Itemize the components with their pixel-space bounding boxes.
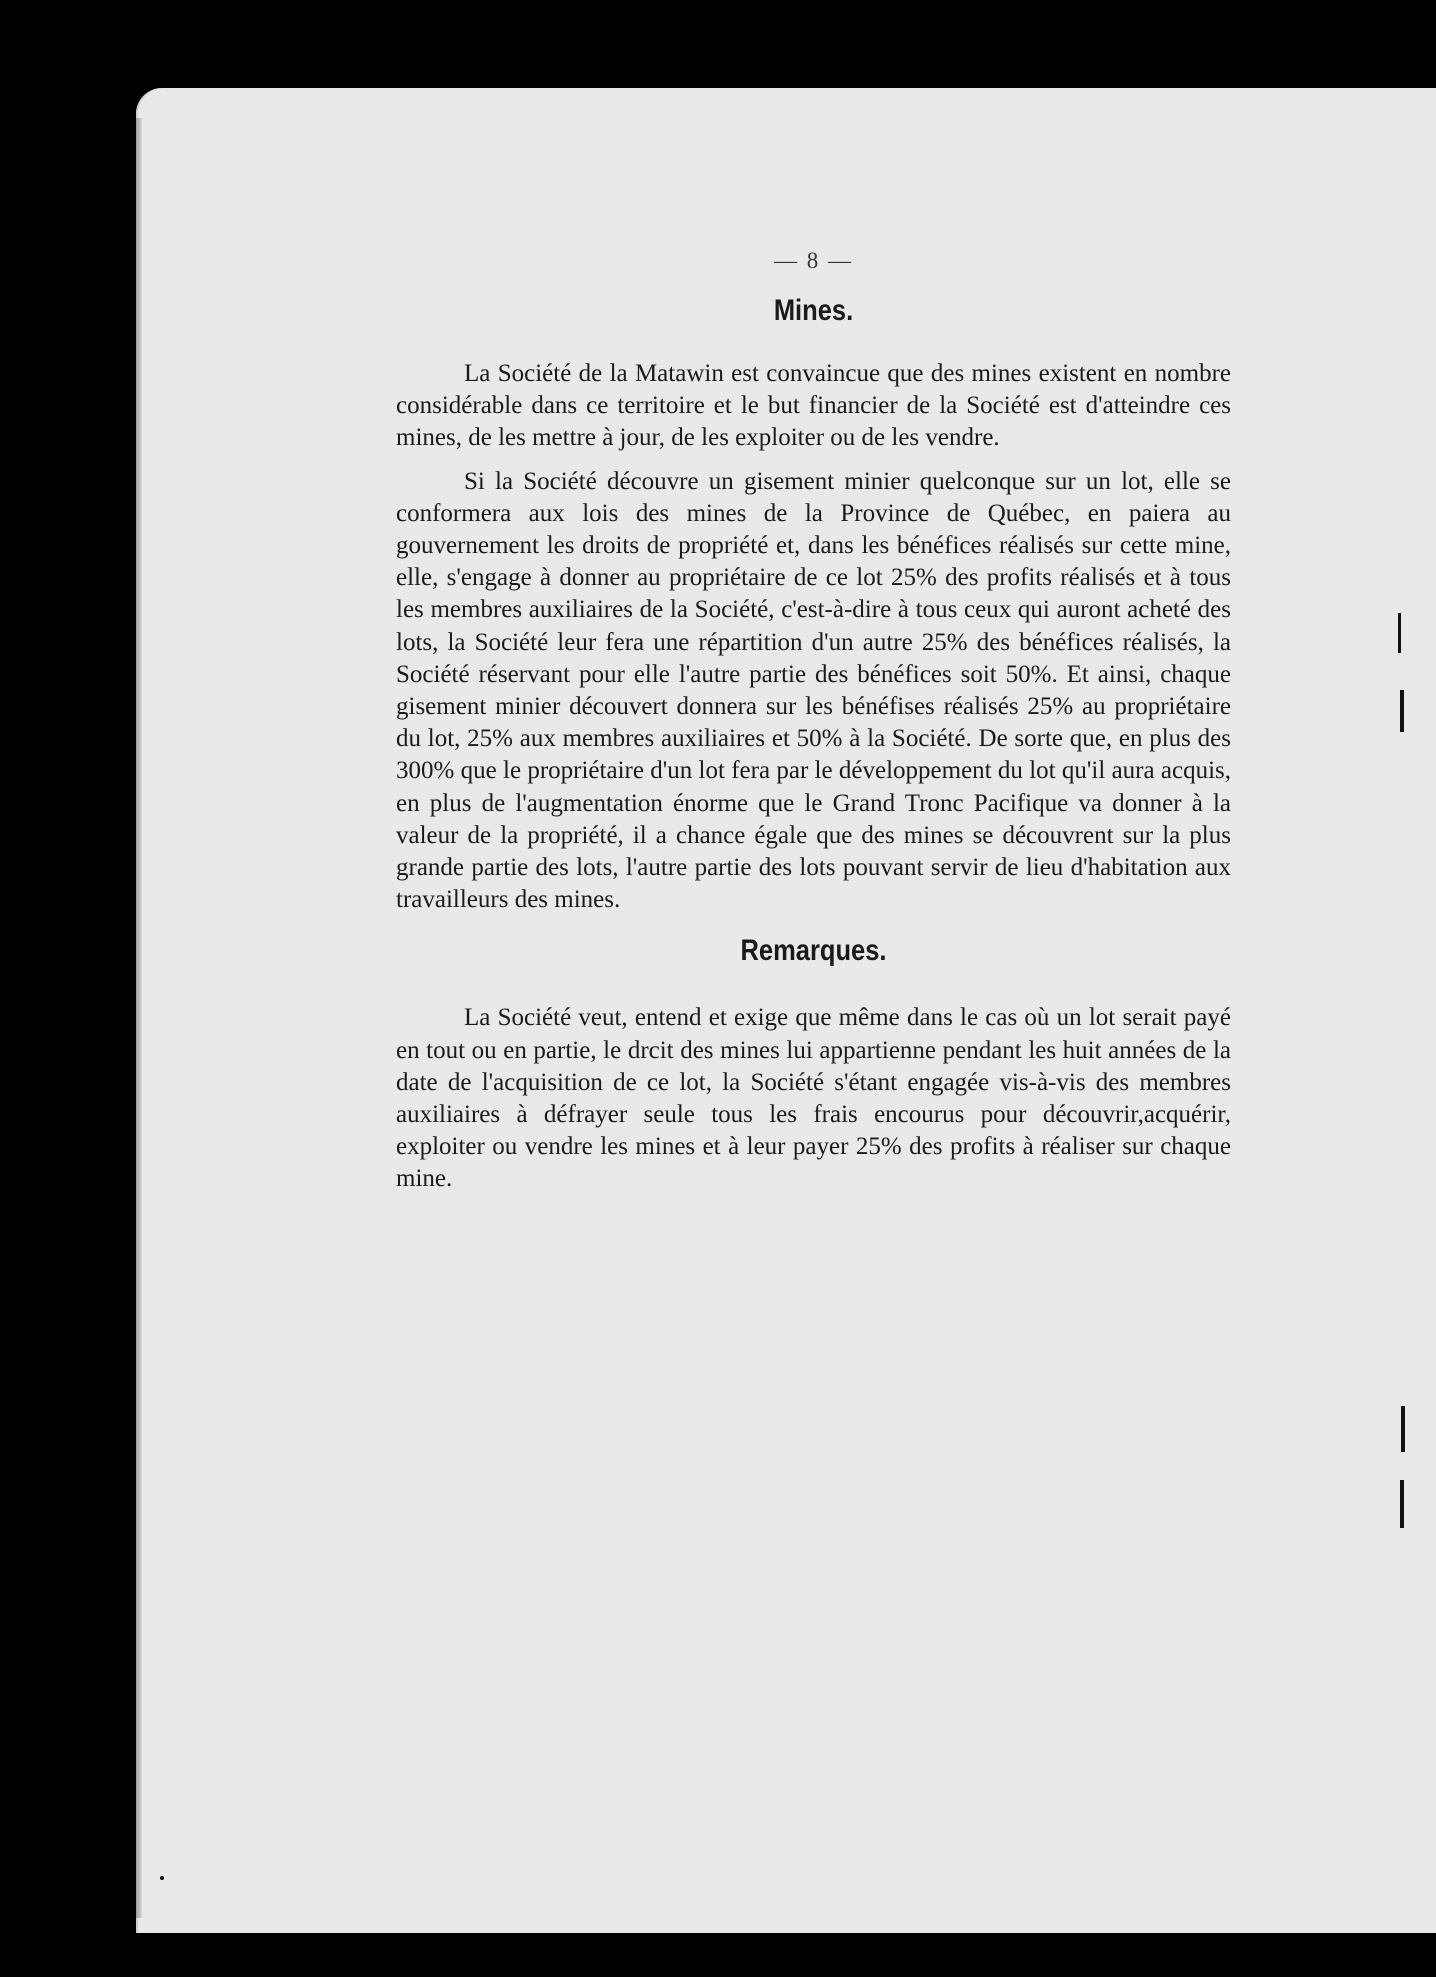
section-heading-remarques: Remarques. (740, 934, 887, 968)
paragraph-mines-intro: La Société de la Matawin est convaincue que des mines existent en nombre considérable dans ce territoire et le but financier de la Société est d'atteindre ces mines, de les mettre à jour, de les exploiter ou de les vendre. (396, 360, 1231, 452)
paragraph-remarques: La Société veut, entend et exige que même dans le cas où un lot serait payé en tout ou en partie, le drcit des mines lui appartienne pendant les huit années de la date de l'acquisition de ce lot, la Société s'étant engagée vis-à-vis des membres auxiliaires à défrayer seule tous les frais encourus pour découvrir,acquérir, exploiter ou vendre les mines et à leur payer 25% des profits à réaliser sur chaque mine. (396, 1004, 1231, 1193)
paragraph-mines-details: Si la Société découvre un gisement minier quelconque sur un lot, elle se conformera aux lois des mines de la Province de Québec, en paiera au gouvernement les droits de propriété et, dans les bénéfices réalisés sur cette mine, elle, s'engage à donner au propriétaire de ce lot 25% des profits réalisés et à tous les membres auxiliaires de la Société, c'est-à-dire à tous ceux qui auront acheté des lots, la Société leur fera une répartition d'un autre 25% des bénéfices réalisés, la Société réservant pour elle l'autre partie des bénéfices soit 50%. Et ainsi, chaque gisement minier découvert donnera sur les bénéfises réalisés 25% au propriétaire du lot, 25% aux membres auxiliaires et 50% à la Société. De sorte que, en plus des 300% que le propriétaire d'un lot fera par le développement du lot qu'il aura acquis, en plus de l'augmentation énorme que le Grand Tronc Pacifique va donner à la valeur de la propriété, il a chance égale que des mines se découvrent sur la plus grande partie des lots, l'autre partie des lots pouvant servir de lieu d'habitation aux travailleurs des mines. (396, 467, 1231, 914)
page-edge-shadow (136, 118, 142, 1918)
page-number: — 8 — (774, 248, 853, 273)
scan-mark (1401, 1406, 1405, 1452)
scan-mark (1398, 613, 1401, 653)
scan-mark (1400, 1480, 1404, 1528)
section-heading-mines: Mines. (773, 294, 854, 327)
scan-mark (160, 1876, 164, 1880)
scan-mark (1400, 690, 1404, 732)
page-content (396, 248, 1231, 1207)
scanned-page (136, 88, 1436, 1933)
